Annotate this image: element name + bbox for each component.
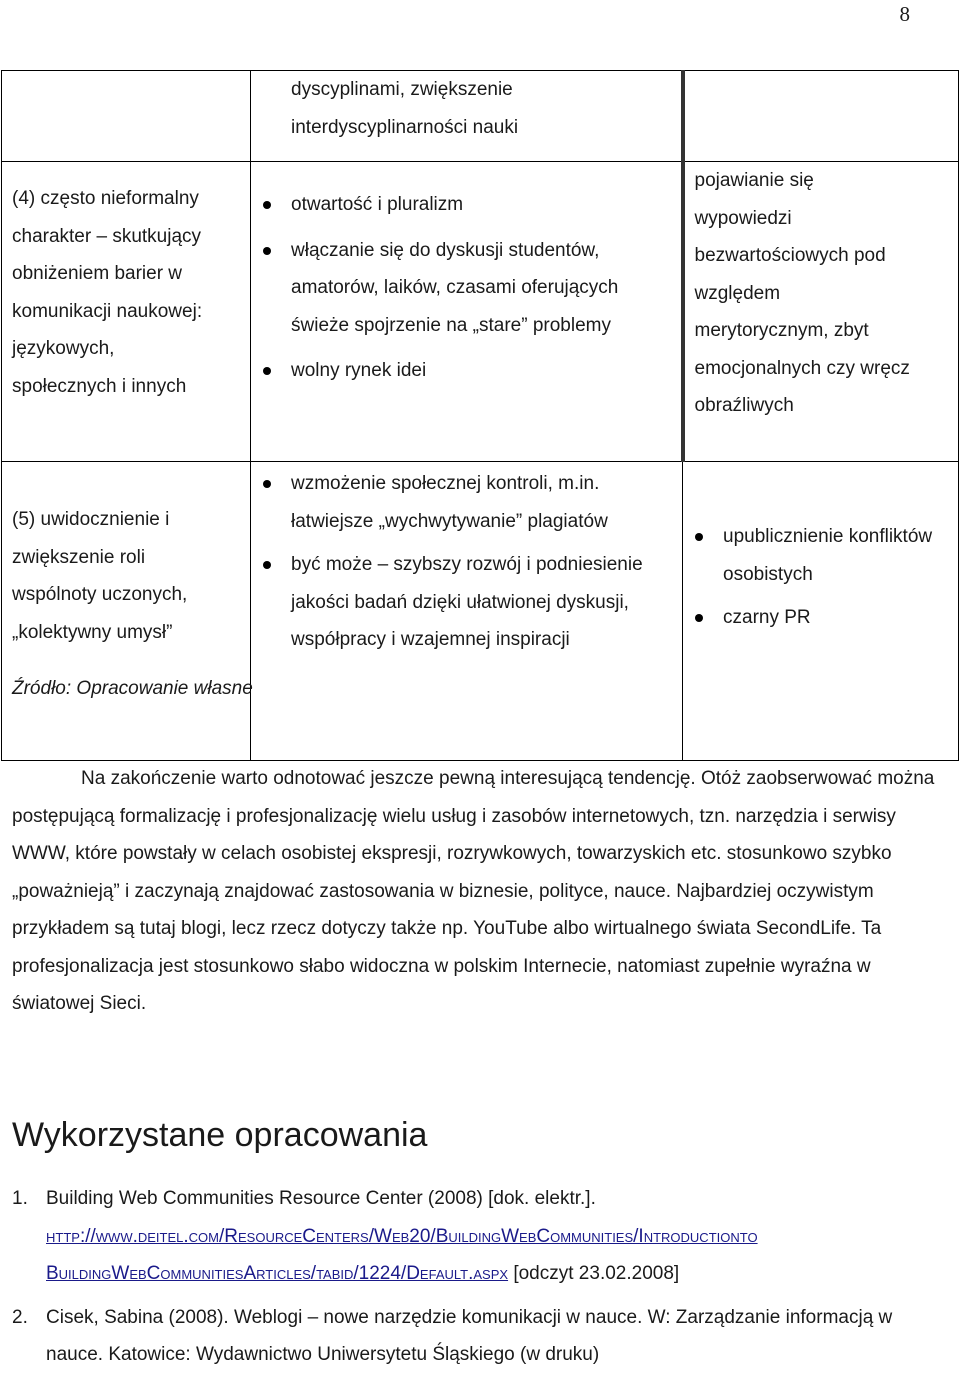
page-number: 8 xyxy=(899,2,910,26)
cell-line: społecznych i innych xyxy=(12,375,187,397)
list-item: być może – szybszy rozwój i podniesienie jakości badań dzięki ułatwionej dyskusji, współpracy i wzajemnej inspiracji xyxy=(261,546,672,659)
paragraph-text: Na zakończenie warto odnotować jeszcze pewną interesującą tendencję. Otóż zaobserwować można postępującą formalizację i profesjonalizację wielu usług i zasobów internetowych, tzn. narzędzia i serwisy WWW, które powstały w celach osobistej ekspresji, rozrywkowych, towarzyskich etc. stosunkowo szybko „poważnieją” i zaczynają znajdować zastosowania w biznesie, polityce, nauce. Najbardziej oczywistym przykładem są tutaj blogi, lecz rzecz dotyczy także np. YouTube albo wirtualnego świata SecondLife. Ta profesjonalizacja jest stosunkowo słabo widoczna w polskim Internecie, natomiast zupełnie wyraźna w światowej Sieci. xyxy=(12,768,935,1014)
list-item: wolny rynek idei xyxy=(261,352,671,390)
list-item: upublicznienie konfliktów osobistych xyxy=(693,518,948,593)
bullet-text-continued: łatwiejsze „wychwytywanie” plagiatów xyxy=(291,510,608,532)
table-row xyxy=(2,462,959,761)
cell-line: wspólnoty uczonych, xyxy=(12,584,188,605)
table-cell xyxy=(683,71,959,162)
table-cell xyxy=(251,162,683,462)
table-row xyxy=(2,162,959,462)
cell-line: obraźliwych xyxy=(694,395,794,416)
cell-line: emocjonalnych czy wręcz xyxy=(694,357,910,379)
list-item xyxy=(261,465,672,540)
cell-line: „kolektywny umysł” xyxy=(12,621,173,643)
table-cell xyxy=(251,462,683,761)
reference-text: Cisek, Sabina (2008). Weblogi – nowe narzędzie komunikacji w nauce. W: Zarządzanie informacją w nauce. Katowice: Wydawnictwo Uniwersytetu Śląskiego (w druku) xyxy=(46,1306,893,1365)
cell-line: obniżeniem barier w xyxy=(12,263,183,284)
list-item: włączanie się do dyskusji studentów, amatorów, laików, czasami oferujących świeże spojrzenie na „stare” problemy xyxy=(261,232,671,345)
list-item: otwartość i pluralizm xyxy=(261,186,671,224)
table-cell xyxy=(683,462,959,761)
reference-link[interactable]: http://www.deitel.com/ResourceCenters/Web20/BuildingWebCommunities/Introductionto BuildingWebCommunitiesArticles/tabid/1224/Default.aspx xyxy=(46,1225,758,1284)
section-heading: Wykorzystane opracowania xyxy=(12,1116,428,1154)
comparison-table xyxy=(1,70,959,761)
reference-item xyxy=(12,1180,942,1293)
cell-line: językowych, xyxy=(12,338,115,359)
table-cell xyxy=(2,162,251,462)
cell-line: względem xyxy=(694,282,781,304)
cell-line: komunikacji naukowej: xyxy=(12,300,203,322)
cell-line: (4) często nieformalny xyxy=(12,188,199,209)
cell-line: merytorycznym, zbyt xyxy=(694,320,869,341)
cell-line: dyscyplinami, zwiększenie xyxy=(291,79,513,100)
bullet-text: wzmożenie społecznej kontroli, m.in. xyxy=(291,473,600,494)
cell-line: bezwartościowych pod xyxy=(694,245,886,266)
table-cell xyxy=(251,71,683,162)
cell-line: pojawianie się xyxy=(694,170,814,191)
cell-line: interdyscyplinarności nauki xyxy=(291,116,519,138)
reference-number: 2. xyxy=(12,1306,28,1328)
table-source-note: Źródło: Opracowanie własne xyxy=(12,678,253,699)
reference-text: Building Web Communities Resource Center (2008) [dok. elektr.]. xyxy=(46,1188,596,1209)
bullet-list xyxy=(261,465,672,659)
list-item: czarny PR xyxy=(693,599,948,637)
cell-line: (5) uwidocznienie i xyxy=(12,509,170,530)
table-cell xyxy=(2,462,251,761)
cell-line: zwiększenie roli xyxy=(12,546,146,568)
table-cell xyxy=(2,71,251,162)
reference-number: 1. xyxy=(12,1188,28,1209)
table-cell xyxy=(683,162,959,462)
body-paragraph xyxy=(12,760,942,1023)
table-row xyxy=(2,71,959,162)
bullet-list xyxy=(261,186,671,390)
bullet-list xyxy=(693,518,948,637)
reference-access-date: [odczyt 23.02.2008] xyxy=(508,1263,680,1284)
cell-line: charakter – skutkujący xyxy=(12,225,202,247)
reference-item xyxy=(12,1299,942,1374)
references-list xyxy=(12,1180,942,1380)
cell-line: wypowiedzi xyxy=(694,207,792,229)
